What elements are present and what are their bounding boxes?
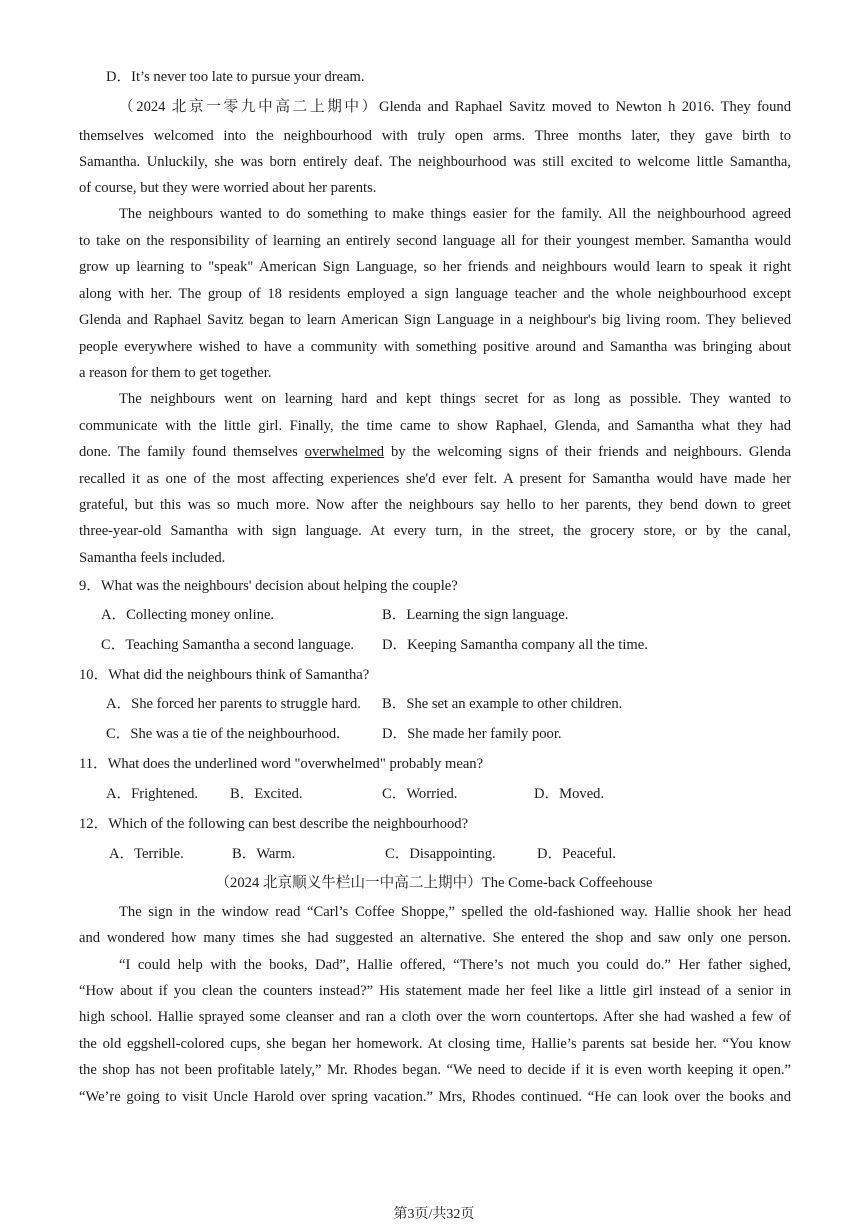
passage-2-line: the shop has not been profitable lately,” Mr. Rhodes began. “We need to decide if it is even worth keeping it open.” — [79, 1062, 791, 1078]
passage-2-line: high school. Hallie sprayed some cleanser and ran a cloth over the worn countertops. After she had washed a few of — [79, 1009, 791, 1025]
option-c[interactable]: C．Teaching Samantha a second language. — [101, 637, 355, 653]
option-d[interactable]: D．Moved. — [534, 786, 605, 802]
passage-1-line: recalled it as one of the most affecting experiences she'd ever felt. A present for Samantha would have made her — [79, 471, 791, 487]
question-stem: 11．What does the underlined word "overwhelmed" probably mean? — [79, 756, 484, 772]
passage-1-line: grateful, but this was so much more. Now after the neighbours say hello to her parents, they bend down to greet — [79, 497, 791, 513]
passage-2-line: the old eggshell-colored cups, she began her homework. At closing time, Hallie’s parents sat beside her. “You know — [79, 1036, 791, 1052]
question-stem: 12．Which of the following can best describe the neighbourhood? — [79, 816, 469, 832]
passage-1-line: （2024 北京一零九中高二上期中）Glenda and Raphael Savitz moved to Newton h 2016. They found — [119, 99, 791, 115]
option-b[interactable]: B．Warm. — [232, 846, 296, 862]
passage-1-line: grow up learning to "speak" American Sign Language, so her friends and neighbours would learn to speak it right — [79, 259, 791, 275]
option-c[interactable]: C．Disappointing. — [385, 846, 496, 862]
question-stem: 9．What was the neighbours' decision about helping the couple? — [79, 578, 458, 594]
option-d[interactable]: D．Keeping Samantha company all the time. — [382, 637, 648, 653]
question-stem: 10．What did the neighbours think of Samantha? — [79, 667, 370, 683]
passage-2-heading: （2024 北京顺义牛栏山一中高二上期中）The Come-back Coffeehouse — [215, 875, 653, 891]
passage-2-line: “How about if you clean the counters instead?” His statement made her feel like a little girl instead of a senior in — [79, 983, 791, 999]
passage-1-line: The neighbours went on learning hard and kept things secret for as long as possible. They wanted to — [119, 391, 791, 407]
option-b[interactable]: B．She set an example to other children. — [382, 696, 623, 712]
option-c[interactable]: C．She was a tie of the neighbourhood. — [106, 726, 340, 742]
passage-1-line: themselves welcomed into the neighbourhood with truly open arms. Three months later, they gave birth to — [79, 128, 791, 144]
option-b[interactable]: B．Excited. — [230, 786, 303, 802]
passage-1-line: three-year-old Samantha with sign language. At every turn, in the street, the grocery store, or by the canal, — [79, 523, 791, 539]
passage-1-text: done. The family found themselves — [79, 444, 305, 460]
option-b[interactable]: B．Learning the sign language. — [382, 607, 569, 623]
passage-2-line: “I could help with the books, Dad”, Hallie offered, “There’s not much you could do.” Her father sighed, — [119, 957, 791, 973]
option-a[interactable]: A．Frightened. — [106, 786, 199, 802]
option-a[interactable]: A．Terrible. — [109, 846, 184, 862]
passage-1-text: by the welcoming signs of their friends and neighbours. Glenda — [384, 444, 791, 460]
underlined-word-overwhelmed: overwhelmed — [304, 444, 385, 460]
passage-1-line: of course, but they were worried about her parents. — [79, 180, 377, 196]
option-a[interactable]: A．She forced her parents to struggle hard. — [106, 696, 361, 712]
previous-option-d: D．It’s never too late to pursue your dream. — [106, 69, 365, 85]
passage-1-line: Glenda and Raphael Savitz began to learn American Sign Language in a neighbour's big living room. They believed — [79, 312, 791, 328]
passage-2-line: “We’re going to visit Uncle Harold over spring vacation.” Mrs, Rhodes continued. “He can look over the books and — [79, 1089, 791, 1105]
passage-1-line: Samantha feels included. — [79, 550, 226, 566]
option-d[interactable]: D．Peaceful. — [537, 846, 617, 862]
option-d[interactable]: D．She made her family poor. — [382, 726, 562, 742]
option-a[interactable]: A．Collecting money online. — [101, 607, 275, 623]
passage-1-line: The neighbours wanted to do something to make things easier for the family. All the neighbourhood agreed — [119, 206, 791, 222]
passage-1-line: along with her. The group of 18 residents employed a sign language teacher and the whole neighbourhood except — [79, 286, 791, 302]
passage-2-line: and wondered how many times she had suggested an alternative. She entered the shop and saw only one person. — [79, 930, 791, 946]
passage-2-line: The sign in the window read “Carl’s Coffee Shoppe,” spelled the old-fashioned way. Hallie shook her head — [119, 904, 791, 920]
passage-1-line: a reason for them to get together. — [79, 365, 272, 381]
passage-1-line: to take on the responsibility of learning an entirely second language all for their youngest member. Samantha would — [79, 233, 791, 249]
passage-1-line: people everywhere wished to have a community with something positive around and Samantha was bringing about — [79, 339, 791, 355]
option-c[interactable]: C．Worried. — [382, 786, 458, 802]
passage-1-line — [79, 442, 791, 462]
passage-1-line: communicate with the little girl. Finally, the time came to show Raphael, Glenda, and Samantha what they had — [79, 418, 791, 434]
passage-1-line: Samantha. Unluckily, she was born entirely deaf. The neighbourhood was still excited to welcome little Samantha, — [79, 154, 791, 170]
page-number-footer: 第3页/共32页 — [393, 1207, 475, 1222]
